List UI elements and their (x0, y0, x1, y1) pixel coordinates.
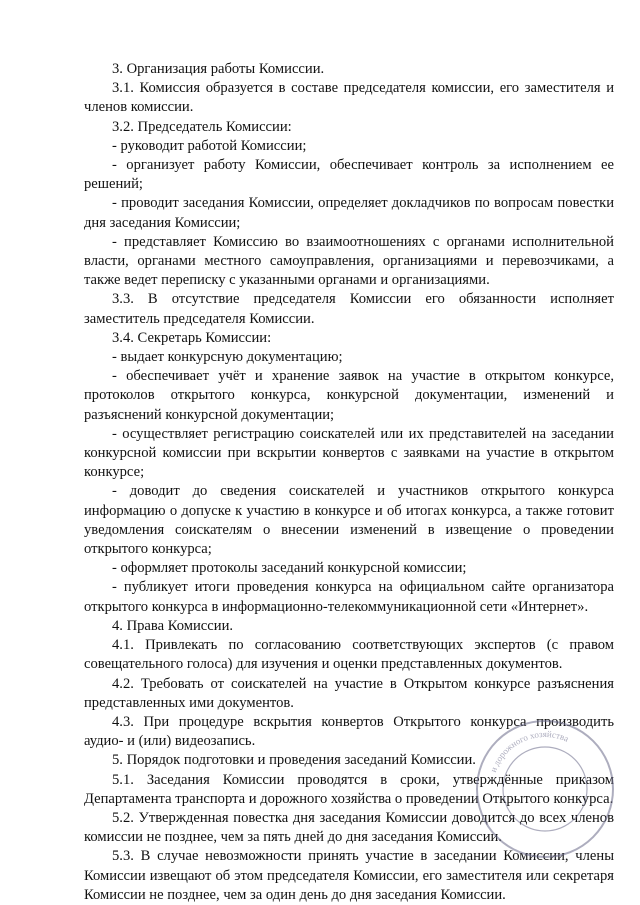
paragraph-3-4: 3.4. Секретарь Комиссии: (112, 329, 272, 346)
svg-text:и дорожного хозяйства: и дорожного хозяйства (488, 728, 571, 774)
list-item: - оформляет протоколы заседаний конкурсной комиссии; (112, 560, 467, 577)
paragraph-3-1: 3.1. Комиссия образуется в составе председателя комиссии, его заместителя и членов комиссии. (84, 80, 614, 116)
list-item: - обеспечивает учёт и хранение заявок на участие в открытом конкурсе, протоколов открытого конкурса, конкурсной документации, изменений и разъяснений конкурсной документации; (84, 368, 614, 423)
paragraph-5-1: 5.1. Заседания Комиссии проводятся в сроки, утверждённые приказом Департамента транспорта и дорожного хозяйства о проведении Открытого конкурса. (84, 771, 614, 807)
document-body (84, 60, 614, 905)
paragraph-4-3: 4.3. При процедуре вскрытия конвертов Открытого конкурса производить аудио- и (или) видеозапись. (84, 713, 614, 750)
list-item: - представляет Комиссию во взаимоотношениях с органами исполнительной власти, органами местного самоуправления, организациями и перевозчиками, а также ведет переписку с указанными органами и организациями. (84, 233, 614, 289)
list-item: - организует работу Комиссии, обеспечивает контроль за исполнением ее решений; (84, 157, 614, 193)
paragraph-5-2: 5.2. Утвержденная повестка дня заседания Комиссии доводится до всех членов комиссии не позднее, чем за пять дней до дня заседания Комиссии. (84, 809, 614, 846)
list-item: - осуществляет регистрацию соискателей или их представителей на заседании конкурсной комиссии при вскрытии конвертов с заявками на участие в открытом конкурсе; (84, 425, 614, 481)
paragraph-5-3: 5.3. В случае невозможности принять участие в заседании Комиссии, члены Комиссии извещают об этом председателя Комиссии, его заместителя или секретаря Комиссии не позднее, чем за один день до дня заседания Комиссии. (84, 848, 614, 903)
list-item: - руководит работой Комиссии; (112, 137, 307, 154)
list-item: - публикует итоги проведения конкурса на официальном сайте организатора открытого конкурса в информационно-телекоммуникационной сети «Интернет». (84, 579, 614, 615)
list-item: - выдает конкурсную документацию; (112, 349, 343, 366)
list-item: - проводит заседания Комиссии, определяет докладчиков по вопросам повестки дня заседания Комиссии; (84, 195, 614, 231)
paragraph-4-2: 4.2. Требовать от соискателей на участие в Открытом конкурсе разъяснения представленных ими документов. (84, 675, 614, 711)
section-4-heading: 4. Права Комиссии. (112, 617, 234, 634)
section-5-heading: 5. Порядок подготовки и проведения заседаний Комиссии. (112, 752, 476, 769)
paragraph-3-2: 3.2. Председатель Комиссии: (112, 118, 292, 135)
paragraph-4-1: 4.1. Привлекать по согласованию соответствующих экспертов (с правом совещательного голоса) для изучения и оценки представленных документов. (84, 637, 614, 673)
paragraph-3-3: 3.3. В отсутствие председателя Комиссии его обязанности исполняет заместитель председателя Комиссии. (84, 291, 614, 327)
list-item: - доводит до сведения соискателей и участников открытого конкурса информацию о допуске к участию в конкурсе и об итогах конкурса, а также готовит уведомления соискателям о внесении изменений в извещение о проведении открытого конкурса; (84, 483, 614, 558)
section-3-heading: 3. Организация работы Комиссии. (112, 61, 325, 77)
